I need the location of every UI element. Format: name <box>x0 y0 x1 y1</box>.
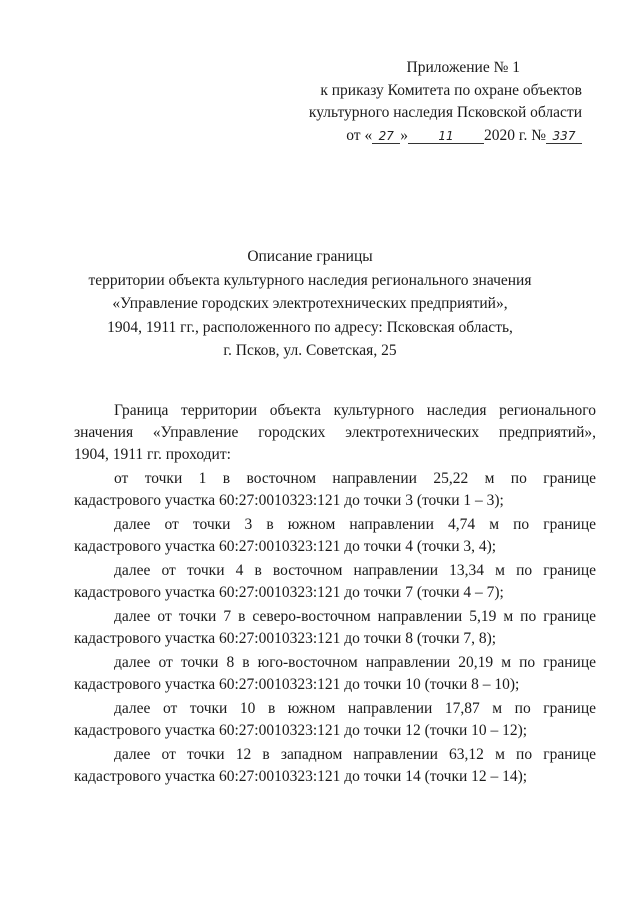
step-line-b: кадастрового участка 60:27:0010323:121 до точки 12 (точки 10 – 12); <box>74 722 528 739</box>
step-line-b: кадастрового участка 60:27:0010323:121 до точки 8 (точки 7, 8); <box>74 630 497 647</box>
document-heading <box>80 245 540 363</box>
appendix-title: Приложение № 1 <box>406 59 520 76</box>
date-mid: » <box>400 126 408 144</box>
intro-line-2: значения «Управление городских электротехнических предприятий», <box>74 424 596 441</box>
step-line-b: кадастрового участка 60:27:0010323:121 до точки 4 (точки 3, 4); <box>74 538 497 555</box>
step-line-b: кадастрового участка 60:27:0010323:121 до точки 3 (точки 1 – 3); <box>74 492 504 509</box>
step-line-a: далее от точки 4 в восточном направлении 13,34 м по границе <box>114 562 596 579</box>
date-month-handwritten: 11 <box>408 129 484 144</box>
intro-paragraph <box>74 400 596 466</box>
boundary-step-3 <box>74 560 596 604</box>
step-line-a: далее от точки 3 в южном направлении 4,74 м по границе <box>114 516 596 533</box>
boundary-step-7 <box>74 744 596 788</box>
step-line-b: кадастрового участка 60:27:0010323:121 до точки 7 (точки 4 – 7); <box>74 584 504 601</box>
step-line-a: далее от точки 10 в южном направлении 17,87 м по границе <box>114 700 596 717</box>
appendix-order-line: к приказу Комитета по охране объектов <box>320 81 582 99</box>
heading-line-3: «Управление городских электротехнических предприятий», <box>112 295 508 312</box>
boundary-step-5 <box>74 652 596 696</box>
boundary-step-1 <box>74 468 596 512</box>
intro-line-1: Граница территории объекта культурного наследия регионального <box>114 402 596 419</box>
heading-line-4: 1904, 1911 гг., расположенного по адресу: Псковская область, <box>107 318 513 336</box>
appendix-date-line <box>282 125 582 148</box>
step-line-a: от точки 1 в восточном направлении 25,22 м по границе <box>114 470 596 487</box>
boundary-step-6 <box>74 698 596 742</box>
date-year: 2020 г. № <box>483 126 546 144</box>
heading-line-2: территории объекта культурного наследия регионального значения <box>88 271 532 289</box>
step-line-a: далее от точки 8 в юго-восточном направлении 20,19 м по границе <box>114 654 596 671</box>
step-line-b: кадастрового участка 60:27:0010323:121 до точки 14 (точки 12 – 14); <box>74 768 528 785</box>
document-body <box>74 400 596 788</box>
intro-line-3: 1904, 1911 гг. проходит: <box>74 446 231 463</box>
date-day-handwritten: 27 <box>372 129 400 144</box>
heading-line-5: г. Псков, ул. Советская, 25 <box>223 342 397 359</box>
heading-line-1: Описание границы <box>247 248 373 265</box>
boundary-step-4 <box>74 606 596 650</box>
step-line-a: далее от точки 12 в западном направлении 63,12 м по границе <box>114 746 596 763</box>
appendix-block <box>282 57 582 147</box>
step-line-a: далее от точки 7 в северо-восточном направлении 5,19 м по границе <box>114 608 596 625</box>
doc-number-handwritten: 337 <box>546 129 582 144</box>
appendix-committee-line: культурного наследия Псковской области <box>308 104 582 121</box>
boundary-step-2 <box>74 514 596 558</box>
date-prefix: от « <box>346 126 373 144</box>
step-line-b: кадастрового участка 60:27:0010323:121 до точки 10 (точки 8 – 10); <box>74 676 520 693</box>
